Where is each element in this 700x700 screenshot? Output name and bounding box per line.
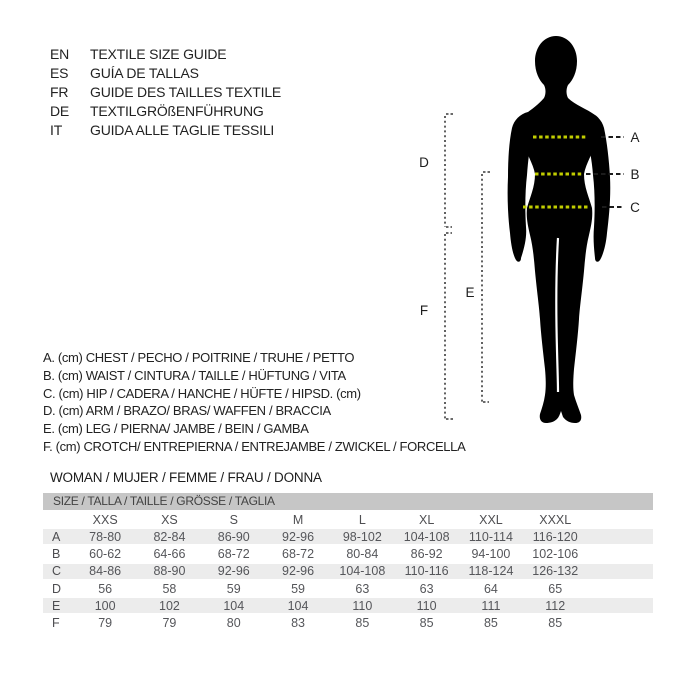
language-code: DE [50,103,70,119]
size-table [43,493,653,633]
size-cell: 58 [162,581,177,596]
size-table-row [43,546,653,563]
language-title-text: GUÍA DE TALLAS [90,65,199,81]
size-cell: 104 [287,598,309,613]
size-cell: 68-72 [217,546,250,561]
size-cell: 85 [548,616,563,631]
size-cell: 63 [419,581,434,596]
size-table-row [43,564,653,581]
size-cell: 104-108 [403,529,450,544]
language-title-row [50,45,281,64]
size-table-row [43,581,653,598]
size-cell: 92-96 [217,564,250,579]
language-title-text: TEXTILE SIZE GUIDE [90,46,227,62]
left-arm-silhouette [508,112,534,262]
language-title-block [50,45,281,140]
language-title-text: TEXTILGRÖßENFÜHRUNG [90,103,264,119]
language-title-row [50,83,281,102]
size-column-header: XXS [92,512,118,527]
size-cell: 116-120 [532,529,578,544]
figure-label-crotch: F [419,303,429,318]
size-column-header: XS [161,512,178,527]
figure-label-waist: B [630,167,640,182]
legend-line: B. (cm) WAIST / CINTURA / TAILLE / HÜFTUNG / VITA [43,367,346,383]
size-cell: 78-80 [89,529,122,544]
size-cell: 102-106 [532,546,579,561]
size-column-header: L [358,512,366,527]
size-cell: 102 [159,598,180,613]
size-cell: 98-102 [342,529,382,544]
size-cell: 68-72 [282,546,315,561]
size-cell: 56 [98,581,113,596]
size-cell: 118-124 [468,564,514,579]
row-label: C [52,564,62,579]
woman-silhouette [518,36,602,423]
language-code: EN [50,46,70,62]
language-title-row [50,121,281,140]
size-cell: 88-90 [153,564,186,579]
size-cell: 86-90 [217,529,250,544]
figure-label-chest: A [630,130,640,145]
size-cell: 86-92 [410,546,443,561]
legend-line: A. (cm) CHEST / PECHO / POITRINE / TRUHE / PETTO [43,350,355,365]
row-label: A [52,529,61,544]
size-cell: 85 [419,616,434,631]
size-cell: 84-86 [89,564,122,579]
size-column-header: XL [418,512,435,527]
size-column-header: M [292,512,304,527]
size-column-header: S [229,512,238,527]
language-title-text: GUIDE DES TAILLES TEXTILE [90,84,282,100]
size-cell: 59 [291,581,305,596]
size-cell: 104-108 [339,564,386,579]
size-table-body [43,529,653,633]
size-cell: 59 [226,581,241,596]
language-code: IT [50,122,63,138]
size-cell: 110 [352,598,373,613]
gender-title: WOMAN / MUJER / FEMME / FRAU / DONNA [50,470,322,485]
size-cell: 100 [94,598,116,613]
row-label: D [52,581,62,596]
size-cell: 110 [416,598,437,613]
size-cell: 126-132 [532,564,579,579]
size-cell: 92-96 [282,564,315,579]
size-cell: 92-96 [282,529,315,544]
figure-label-hip: C [630,200,640,215]
size-column-header: XXXL [539,512,572,527]
size-column-header: XXL [479,512,503,527]
size-cell: 79 [162,616,177,631]
size-table-row [43,529,653,546]
size-cell: 83 [291,616,305,631]
row-label: E [52,598,61,613]
size-table-row [43,615,653,632]
legend-line: C. (cm) HIP / CADERA / HANCHE / HÜFTE / HIPSD. (cm) [43,385,361,401]
language-code: ES [50,65,69,81]
size-cell: 82-84 [153,529,186,544]
size-cell: 64-66 [153,546,186,561]
size-table-header: SIZE / TALLA / TAILLE / GRÖSSE / TAGLIA [43,493,653,510]
size-cell: 85 [483,616,498,631]
language-title-row [50,64,281,83]
size-cell: 65 [548,581,563,596]
size-table-column-row [43,510,653,529]
size-cell: 104 [223,598,245,613]
language-code: FR [50,84,69,100]
size-cell: 111 [481,598,501,613]
size-cell: 94-100 [471,546,511,561]
row-label: F [52,616,60,631]
size-cell: 110-114 [468,529,513,544]
figure-label-arm: D [419,155,429,170]
measurement-legend [43,349,465,456]
language-title-row [50,102,281,121]
language-title-text: GUIDA ALLE TAGLIE TESSILI [90,122,275,138]
row-label: B [52,546,61,561]
legend-line: F. (cm) CROTCH/ ENTREPIERNA / ENTREJAMBE / ZWICKEL / FORCELLA [43,438,466,454]
figure-label-leg: E [465,285,475,300]
size-cell: 80-84 [346,546,379,561]
size-table-row [43,598,653,615]
legend-line: E. (cm) LEG / PIERNA/ JAMBE / BEIN / GAMBA [43,421,309,437]
size-cell: 63 [355,581,370,596]
size-cell: 79 [98,616,113,631]
size-cell: 80 [226,616,241,631]
size-cell: 110-116 [404,564,449,579]
size-cell: 112 [545,598,566,613]
size-cell: 64 [483,581,498,596]
size-cell: 60-62 [89,546,122,561]
size-cell: 85 [355,616,370,631]
legend-line: D. (cm) ARM / BRAZO/ BRAS/ WAFFEN / BRACCIA [43,403,331,419]
